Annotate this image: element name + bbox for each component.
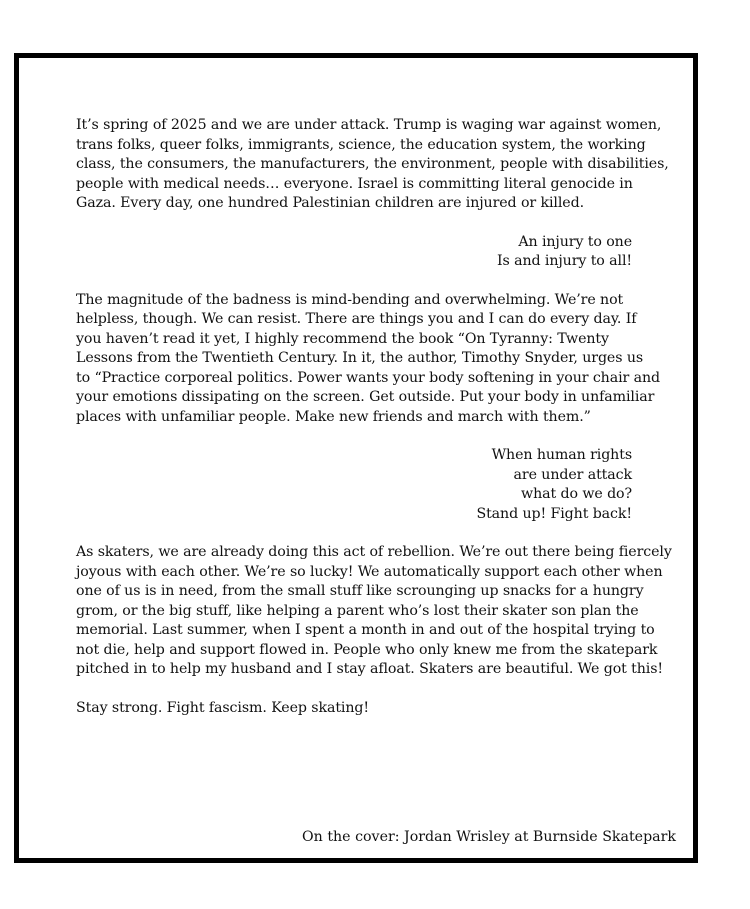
- paragraph-resist: [76, 291, 660, 428]
- paragraph-intro: [76, 116, 669, 214]
- cover-caption: On the cover: Jordan Wrisley at Burnside Skatepark: [302, 829, 676, 845]
- letter-body: [76, 116, 672, 718]
- text-line: The magnitude of the badness is mind-bending and overwhelming. We’re not: [76, 291, 624, 308]
- text-line: Stay strong. Fight fascism. Keep skating!: [76, 699, 369, 716]
- text-line: class, the consumers, the manufacturers, the environment, people with disabilities,: [76, 156, 669, 172]
- text-line: joyous with each other. We’re so lucky! We automatically support each other when: [76, 563, 663, 580]
- paragraph-skaters: [76, 543, 672, 680]
- text-line: Gaza. Every day, one hundred Palestinian children are injured or killed.: [76, 195, 584, 211]
- text-line: It’s spring of 2025 and we are under attack. Trump is waging war against women,: [76, 117, 662, 133]
- chant-line: When human rights: [491, 447, 632, 463]
- chant-line: are under attack: [513, 466, 632, 483]
- text-line: Lessons from the Twentieth Century. In it, the author, Timothy Snyder, urges us: [76, 350, 644, 366]
- text-line: places with unfamiliar people. Make new friends and march with them.”: [76, 408, 591, 425]
- chant-line: An injury to one: [518, 233, 632, 250]
- text-line: As skaters, we are already doing this act of rebellion. We’re out there being fiercely: [76, 544, 672, 560]
- text-line: your emotions dissipating on the screen. Get outside. Put your body in unfamiliar: [76, 389, 655, 405]
- chant-human-rights: [76, 446, 632, 524]
- text-line: memorial. Last summer, when I spent a month in and out of the hospital trying to: [76, 622, 655, 638]
- chant-injury: [76, 233, 632, 272]
- text-line: helpless, though. We can resist. There are things you and I can do every day. If: [76, 311, 637, 327]
- text-line: grom, or the big stuff, like helping a parent who’s lost their skater son plan the: [76, 602, 639, 619]
- text-line: trans folks, queer folks, immigrants, science, the education system, the working: [76, 136, 646, 153]
- chant-line: what do we do?: [521, 486, 632, 502]
- text-line: pitched in to help my husband and I stay afloat. Skaters are beautiful. We got this!: [76, 661, 664, 677]
- text-line: to “Practice corporeal politics. Power wants your body softening in your chair and: [76, 369, 660, 386]
- text-line: people with medical needs… everyone. Israel is committing literal genocide in: [76, 175, 633, 192]
- text-line: not die, help and support flowed in. People who only knew me from the skatepark: [76, 641, 658, 658]
- text-line: you haven’t read it yet, I highly recommend the book “On Tyranny: Twenty: [76, 330, 609, 347]
- chant-line: Stand up! Fight back!: [476, 505, 632, 522]
- text-line: one of us is in need, from the small stuff like scrounging up snacks for a hungry: [76, 583, 644, 599]
- paragraph-closing: [76, 699, 632, 719]
- chant-line: Is and injury to all!: [497, 253, 632, 269]
